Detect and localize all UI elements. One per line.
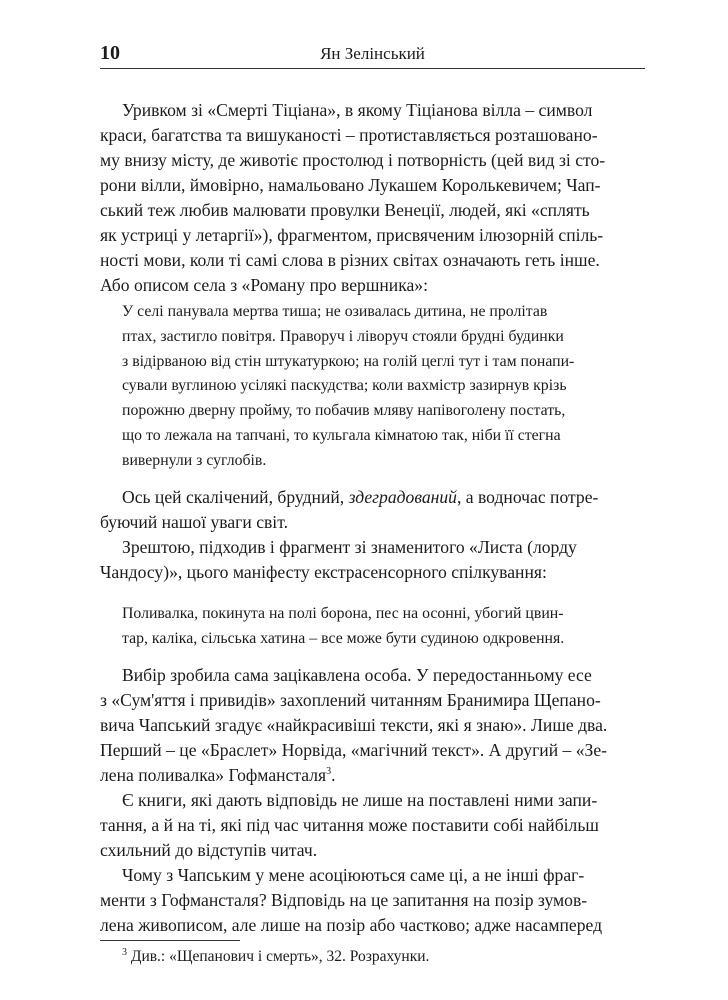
paragraph-4 xyxy=(100,665,645,790)
page-header xyxy=(100,42,645,69)
footnote-divider xyxy=(100,940,240,941)
block-quote-1 xyxy=(122,303,645,477)
running-head: Ян Зелінський xyxy=(320,44,425,63)
text-line: Є книги, які дають відповідь не лише на поставлені ними запи- xyxy=(122,790,598,810)
text-line: як устриці у летаргії»), фрагментом, присвяченим ілюзорній спіль- xyxy=(100,225,604,245)
text-line: Чандосу)», цього маніфесту екстрасенсорного спілкування: xyxy=(100,562,547,582)
block-quote-2 xyxy=(122,605,645,655)
quote-line: вивернули з суглобів. xyxy=(122,451,267,469)
text-line xyxy=(100,765,645,790)
emphasis: здеградований xyxy=(348,487,457,507)
text-line: Чому з Чапським у мене асоціюються саме ці, а не інші фраг- xyxy=(122,865,585,885)
paragraph-6 xyxy=(100,865,645,940)
paragraph-3 xyxy=(100,537,645,587)
text-line xyxy=(100,487,645,512)
text-line: му внизу місту, де животіє простолюд і потворність (цей вид зі сто- xyxy=(100,150,606,170)
quote-line: з відірваною від стін штукатуркою; на голій цеглі тут і там понапи- xyxy=(122,352,575,370)
text-line: Вибір зробила сама зацікавлена особа. У передостанньому есе xyxy=(122,665,592,685)
text-line: вича Чапський згадує «найкрасивіші тексти, які я знаю». Лише два. xyxy=(100,715,608,735)
text-line: буючий нашої уваги світ. xyxy=(100,512,288,532)
quote-line: тар, каліка, сільська хатина – все може бути судиною одкровення. xyxy=(122,629,565,647)
quote-line: У селі панувала мертва тиша; не озивалась дитина, не пролітав xyxy=(122,303,548,320)
text-line: схильний до відступів читач. xyxy=(100,840,318,860)
quote-line: що то лежала на тапчані, то кульгала кімнатою так, ніби її стегна xyxy=(122,426,561,444)
footnote xyxy=(122,948,429,973)
quote-line: Поливалка, покинута на полі борона, пес на осонні, убогий цвин- xyxy=(122,605,564,622)
footnote-number: 3 xyxy=(122,946,127,958)
text-line: лена живописом, але лише на позір або частково; адже насамперед xyxy=(100,915,603,935)
text-line: з «Сум'яття і привидів» захоплений читанням Бранимира Щепано- xyxy=(100,690,601,710)
quote-line: сували вуглиною усілякі паскудства; коли вахмістр зазирнув крізь xyxy=(122,377,567,395)
text-line: менти з Гофмансталя? Відповідь на це запитання на позір зумов- xyxy=(100,890,588,910)
paragraph-2 xyxy=(100,487,645,537)
text-line: рони вілли, ймовірно, намальовано Лукашем Королькевичем; Чап- xyxy=(100,175,601,195)
text-line: ський теж любив малювати провулки Венеції, людей, які «сплять xyxy=(100,200,590,220)
text-line: ності мови, коли ті самі слова в різних світах означають геть інше. xyxy=(100,250,600,270)
text-run: лена поливалка» Гофмансталя xyxy=(100,765,327,785)
text-line: Уривком зі «Смерті Тіціана», в якому Тіціанова вілла – символ xyxy=(122,100,593,120)
paragraph-1 xyxy=(100,100,645,300)
text-line: Або описом села з «Роману про вершника»: xyxy=(100,275,428,295)
footnote-line xyxy=(122,948,429,973)
paragraph-5 xyxy=(100,790,645,865)
text-line: краси, багатства та вишуканості – протиставляється розташовано- xyxy=(100,125,598,145)
text-run: Ось цей скалічений, брудний, xyxy=(122,487,349,507)
quote-line: птах, застигло повітря. Праворуч і ліворуч стояли брудні будинки xyxy=(122,327,564,345)
text-run: , а водночас потре- xyxy=(456,487,599,507)
quote-line: порожню дверну пройму, то побачив мляву напівоголену постать, xyxy=(122,402,566,420)
text-line: тання, а й на ті, які під час читання може поставити собі найбільш xyxy=(100,815,599,835)
text-line: Зрештою, підходив і фрагмент зі знаменитого «Листа (лорду xyxy=(122,537,577,557)
text-run: . xyxy=(331,765,336,785)
text-line: Перший – це «Браслет» Норвіда, «магічний текст». А другий – «Зе- xyxy=(100,740,607,760)
footnote-text: Див.: «Щепанович і смерть», 32. Розрахунки. xyxy=(127,948,430,965)
footnote-ref: 3 xyxy=(326,766,332,778)
page-number: 10 xyxy=(100,42,120,64)
